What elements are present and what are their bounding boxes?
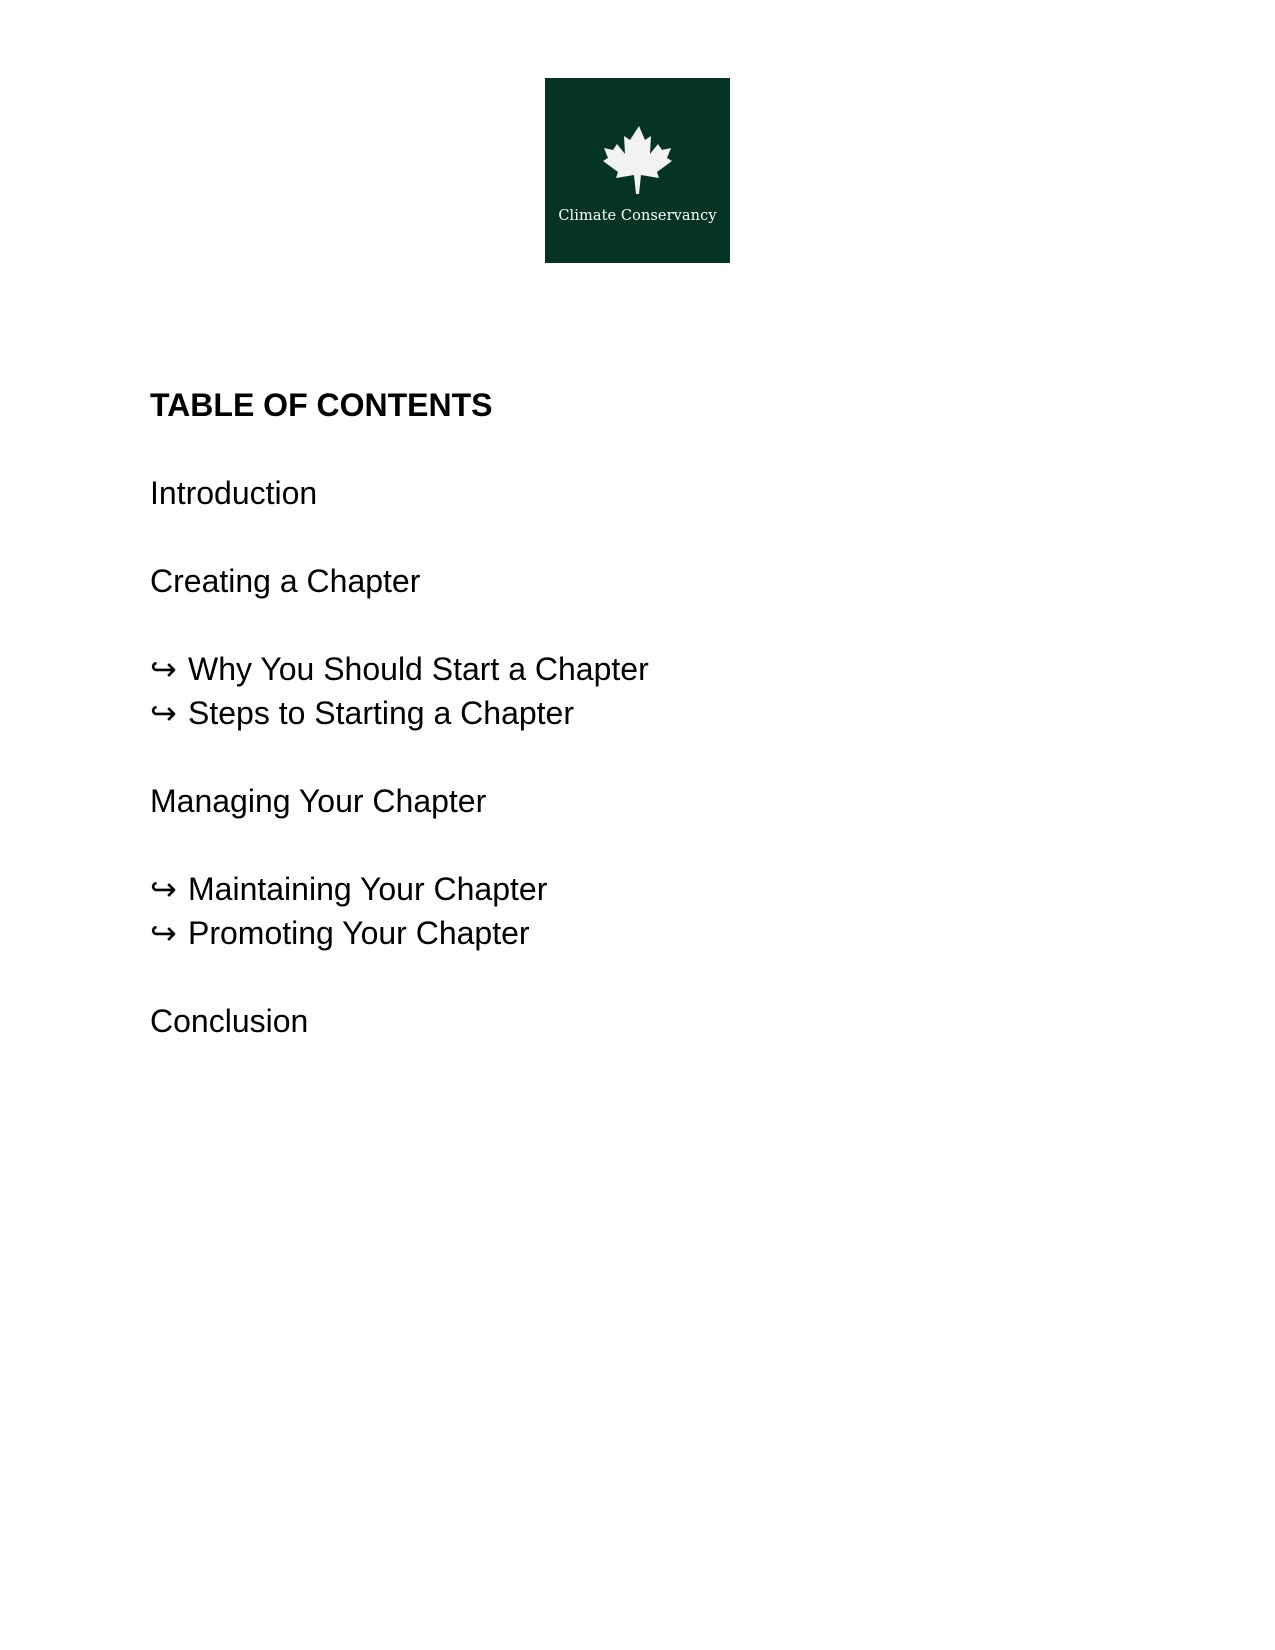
return-arrow-icon: ↪: [150, 695, 177, 731]
return-arrow-icon: ↪: [150, 915, 177, 951]
toc-subentry-maintaining[interactable]: [150, 869, 1150, 909]
toc-entry-introduction[interactable]: Introduction: [150, 475, 318, 511]
toc-entry-managing-your-chapter[interactable]: Managing Your Chapter: [150, 783, 487, 819]
return-arrow-icon: ↪: [150, 871, 177, 907]
table-of-contents: [150, 385, 1150, 1041]
toc-subentry-label: Why You Should Start a Chapter: [188, 651, 649, 687]
maple-leaf-icon: [545, 78, 730, 263]
toc-subentry-why-start[interactable]: [150, 649, 1150, 689]
toc-subentry-label: Maintaining Your Chapter: [188, 871, 548, 907]
toc-title: TABLE OF CONTENTS: [150, 387, 493, 423]
return-arrow-icon: ↪: [150, 651, 177, 687]
toc-subentry-steps-to-start[interactable]: [150, 693, 1150, 733]
logo-text: Climate Conservancy: [558, 208, 717, 224]
organization-logo: [545, 78, 730, 263]
toc-entry-creating-a-chapter[interactable]: Creating a Chapter: [150, 563, 421, 599]
toc-subentry-label: Steps to Starting a Chapter: [188, 695, 574, 731]
toc-subentry-promoting[interactable]: [150, 913, 1150, 953]
toc-entry-conclusion[interactable]: Conclusion: [150, 1003, 309, 1039]
toc-subentry-label: Promoting Your Chapter: [188, 915, 530, 951]
